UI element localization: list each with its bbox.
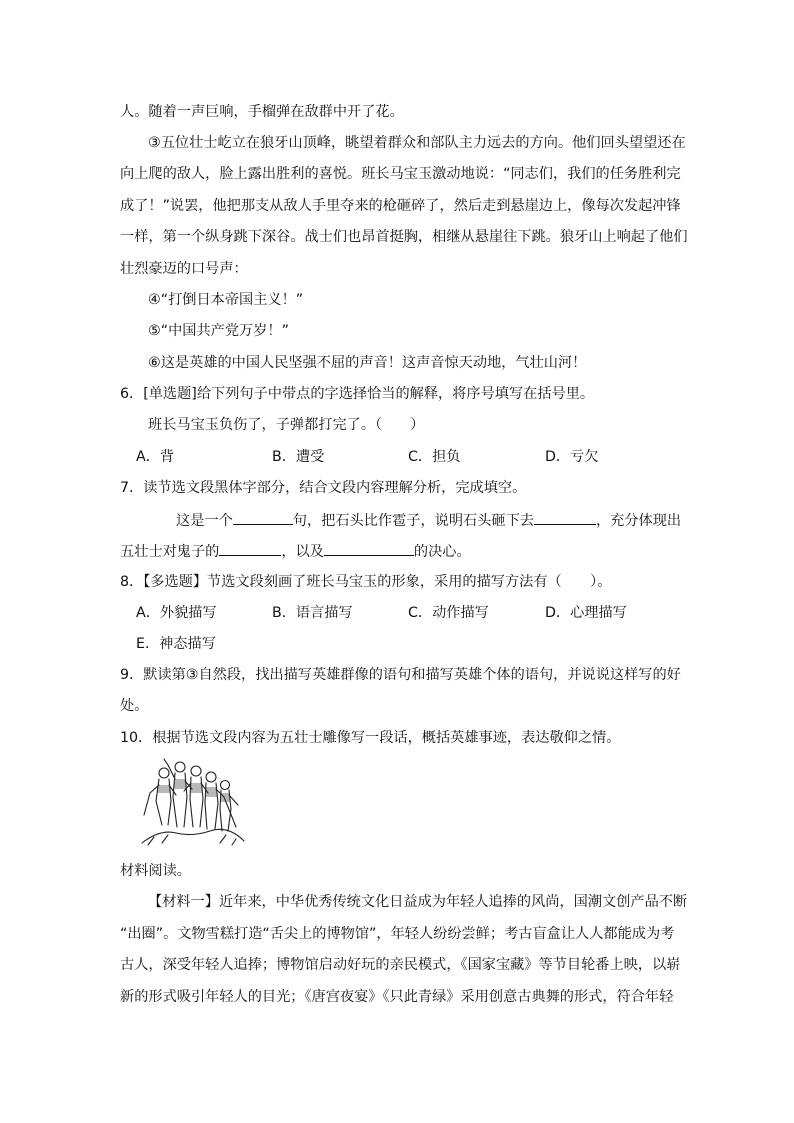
question-8-stem: 8．【多选题】节选文段刻画了班长马宝玉的形象，采用的描写方法有（ ）。 xyxy=(120,574,612,590)
question-6-sentence xyxy=(148,415,424,435)
material-line: 古人，深受年轻人追捧；博物馆启动好玩的亲民模式，《国家宝藏》等节目轮番上映，以崭 xyxy=(120,957,681,973)
question-7-stem: 7．读节选文段黑体字部分，结合文段内容理解分析，完成填空。 xyxy=(120,480,527,496)
five-heroes-illustration xyxy=(140,755,246,847)
passage-line: 成了！”说罢，他把那支从敌人手里夺来的枪砸碎了，然后走到悬崖边上，像每次发起冲锋 xyxy=(120,198,681,214)
fill-text: 这是一个 xyxy=(176,513,233,529)
material-line: 【材料一】近年来，中华优秀传统文化日益成为年轻人追捧的风尚，国潮文创产品不断 xyxy=(148,894,688,910)
question-7-fill-line-2 xyxy=(120,541,471,562)
material-line: 新的形式吸引年轻人的目光；《唐宫夜宴》《只此青绿》采用创意古典舞的形式，符合年轻 xyxy=(120,989,674,1005)
option-d: D．心理描写 xyxy=(545,605,627,621)
option-e: E．神态描写 xyxy=(136,636,216,652)
passage-line: 一样，第一个纵身跳下深谷。战士们也昂首挺胸，相继从悬崖往下跳。狼牙山上响起了他们 xyxy=(120,229,688,245)
fill-text: 句，把石头比作雹子，说明石头砸下去 xyxy=(292,513,534,529)
option-b: B．遭受 xyxy=(272,449,325,465)
question-10-stem: 10．根据节选文段内容为五壮士雕像写一段话，概括英雄事迹，表达敬仰之情。 xyxy=(120,730,621,746)
passage-line: ⑥这是英雄的中国人民坚强不屈的声音！这声音惊天动地，气壮山河！ xyxy=(148,355,587,371)
option-b: B．语言描写 xyxy=(272,605,353,621)
option-a: A．背 xyxy=(136,449,175,465)
option-d: D．亏欠 xyxy=(545,449,599,465)
passage-line: ③五位壮士屹立在狼牙山顶峰，眺望着群众和部队主力远去的方向。他们回头望望还在 xyxy=(148,135,686,151)
option-c: C．动作描写 xyxy=(408,605,489,621)
slogan-line: ⑤“中国共产党万岁！” xyxy=(148,323,289,339)
passage-line: 壮烈豪迈的口号声： xyxy=(120,261,248,277)
question-9-stem: 9．默读第③自然段，找出描写英雄群像的语句和描写英雄个体的语句，并说说这样写的好 xyxy=(120,667,681,683)
slogan-line: ④“打倒日本帝国主义！” xyxy=(148,292,304,308)
fill-text: 五壮士对鬼子的 xyxy=(120,544,220,560)
option-a: A．外貌描写 xyxy=(136,605,217,621)
passage-line: 人。随着一声巨响，手榴弹在敌群中开了花。 xyxy=(120,104,404,120)
question-9-stem-cont: 处。 xyxy=(120,698,149,714)
sentence-end: ） xyxy=(410,417,425,433)
material-heading: 材料阅读。 xyxy=(120,863,191,879)
fill-text: ，充分体现出 xyxy=(595,513,682,529)
question-7-fill-line-1 xyxy=(176,510,681,531)
fill-text: 的决心。 xyxy=(413,544,471,560)
question-6-stem: 6．[单选题]给下列句子中带点的字选择恰当的解释，将序号填写在括号里。 xyxy=(120,386,595,402)
material-line: “出圈”。文物雪糕打造“舌尖上的博物馆”，年轻人纷纷尝鲜；考古盲盒让人人都能成为考 xyxy=(120,926,675,942)
fill-blank[interactable] xyxy=(324,541,414,556)
passage-line: 向上爬的敌人，脸上露出胜利的喜悦。班长马宝玉激动地说：“同志们，我们的任务胜利完 xyxy=(120,166,681,182)
option-c: C．担负 xyxy=(408,449,461,465)
fill-blank[interactable] xyxy=(233,510,293,525)
sentence-text: 班长马宝玉负伤了，子弹都打完了。（ xyxy=(148,417,383,433)
fill-blank[interactable] xyxy=(219,541,281,556)
fill-text: ，以及 xyxy=(281,544,324,560)
fill-blank[interactable] xyxy=(534,510,596,525)
